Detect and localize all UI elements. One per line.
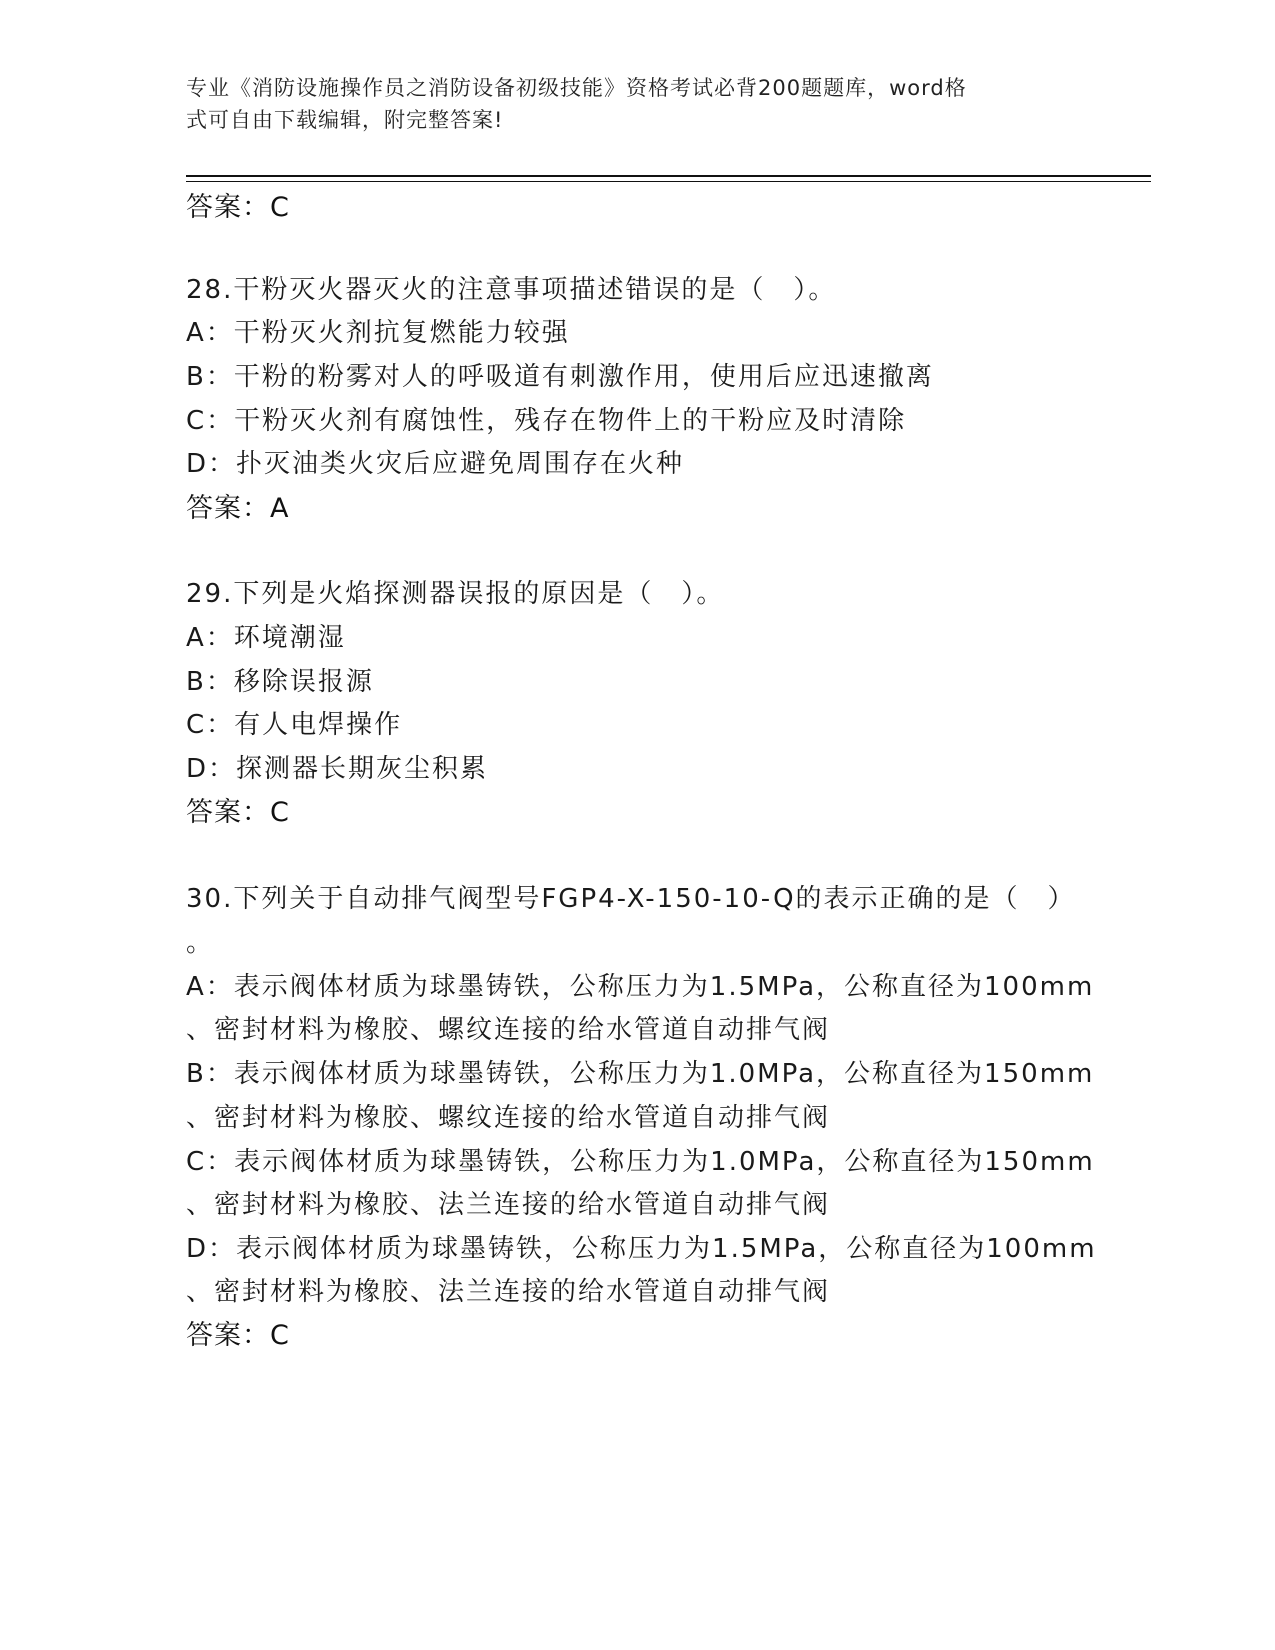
header-line-2: 式可自由下载编辑，附完整答案! (186, 108, 504, 132)
q29-option-b: B：移除误报源 (186, 667, 374, 697)
q30-option-b-line2: 、密封材料为橡胶、螺纹连接的给水管道自动排气阀 (186, 1103, 831, 1133)
question-30-continuation: 。 (186, 928, 215, 958)
q30-option-d-line2: 、密封材料为橡胶、法兰连接的给水管道自动排气阀 (186, 1277, 831, 1307)
q30-option-a-line2: 、密封材料为橡胶、螺纹连接的给水管道自动排气阀 (186, 1015, 831, 1045)
header-rule-thin (186, 181, 1151, 182)
q29-option-a: A：环境潮湿 (186, 623, 346, 653)
q29-option-d: D：探测器长期灰尘积累 (186, 754, 489, 784)
question-29: 29.下列是火焰探测器误报的原因是（ ）。 (186, 579, 725, 609)
question-30: 30.下列关于自动排气阀型号FGP4-X-150-10-Q的表示正确的是（ ） (186, 884, 1076, 914)
q28-option-a: A：干粉灭火剂抗复燃能力较强 (186, 318, 570, 348)
q30-option-c-line1: C：表示阀体材质为球墨铸铁，公称压力为1.0MPa，公称直径为150mm (186, 1147, 1095, 1177)
q30-option-c-line2: 、密封材料为橡胶、法兰连接的给水管道自动排气阀 (186, 1190, 831, 1220)
q30-option-b-line1: B：表示阀体材质为球墨铸铁，公称压力为1.0MPa，公称直径为150mm (186, 1059, 1095, 1089)
q29-option-c: C：有人电焊操作 (186, 710, 403, 740)
q30-option-a-line1: A：表示阀体材质为球墨铸铁，公称压力为1.5MPa，公称直径为100mm (186, 972, 1095, 1002)
document-header (186, 72, 1066, 136)
question-28: 28.干粉灭火器灭火的注意事项描述错误的是（ ）。 (186, 275, 837, 305)
answer-prev: 答案：C (186, 192, 290, 223)
q30-answer: 答案：C (186, 1320, 290, 1351)
q30-option-d-line1: D：表示阀体材质为球墨铸铁，公称压力为1.5MPa，公称直径为100mm (186, 1234, 1097, 1264)
q28-option-d: D：扑灭油类火灾后应避免周围存在火种 (186, 449, 685, 479)
q29-answer: 答案：C (186, 797, 290, 828)
q28-option-c: C：干粉灭火剂有腐蚀性，残存在物件上的干粉应及时清除 (186, 406, 907, 436)
header-rule-thick (186, 175, 1151, 177)
q28-option-b: B：干粉的粉雾对人的呼吸道有刺激作用，使用后应迅速撤离 (186, 362, 934, 392)
q28-answer: 答案：A (186, 493, 290, 524)
header-line-1: 专业《消防设施操作员之消防设备初级技能》资格考试必背200题题库，word格 (186, 76, 967, 100)
